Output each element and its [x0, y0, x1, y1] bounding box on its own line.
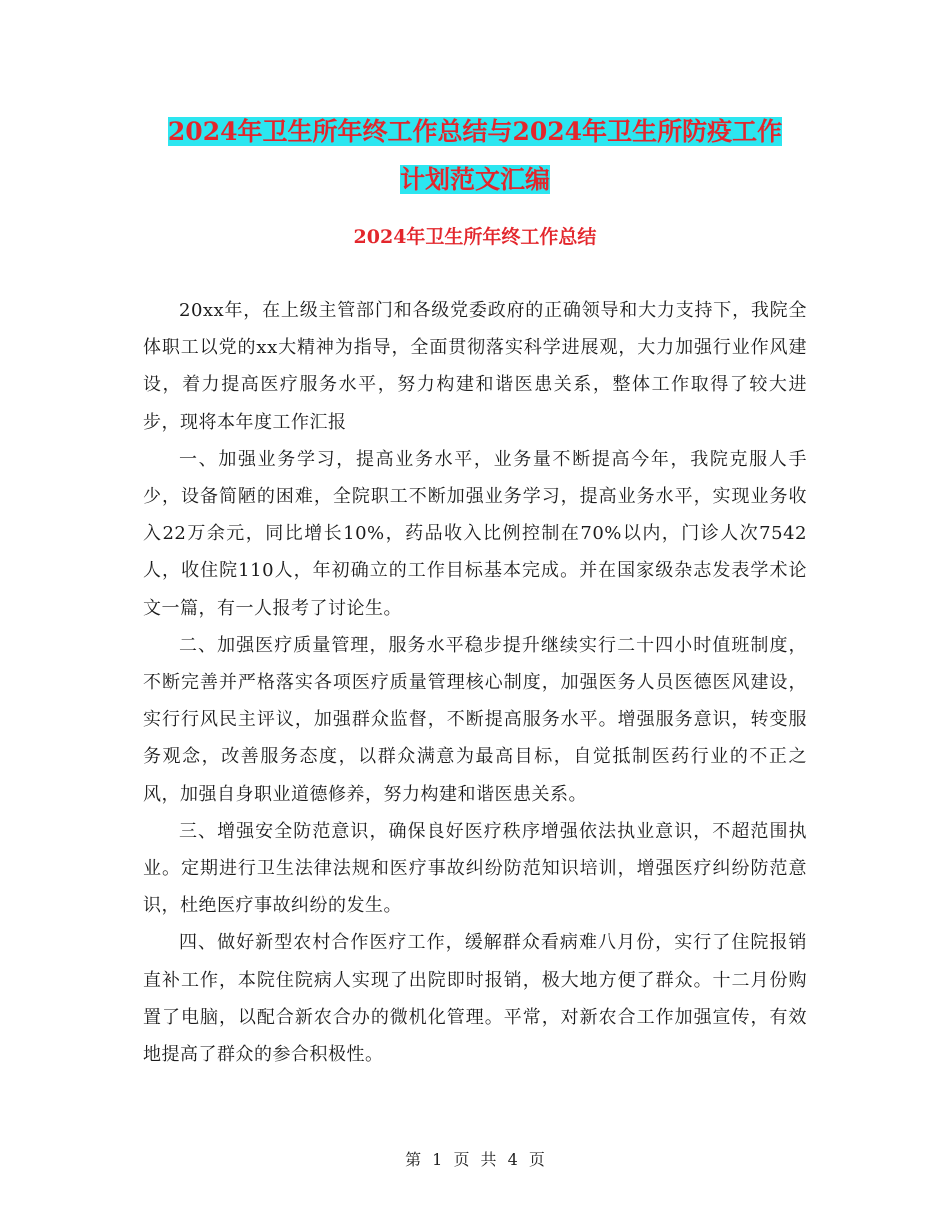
paragraph: 一、加强业务学习，提高业务水平，业务量不断提高今年，我院克服人手少，设备简陋的困难，全院职工不断加强业务学习，提高业务水平，实现业务收入22万余元，同比增长10%，药品收入比例控制在70%以内，门诊人次7542人，收住院110人，年初确立的工作目标基本完成。并在国家级杂志发表学术论文一篇，有一人报考了讨论生。 [143, 448, 807, 619]
document-title [130, 108, 820, 204]
paragraph: 四、做好新型农村合作医疗工作，缓解群众看病难八月份，实行了住院报销直补工作，本院住院病人实现了出院即时报销，极大地方便了群众。十二月份购置了电脑，以配合新农合办的微机化管理。平常，对新农合工作加强宣传，有效地提高了群众的参合积极性。 [143, 932, 807, 1066]
section-title: 2024年卫生所年终工作总结 [353, 226, 597, 248]
page-footer: 第 1 页 共 4 页 [405, 1150, 545, 1169]
document-body [143, 292, 807, 1073]
paragraph: 20xx年，在上级主管部门和各级党委政府的正确领导和大力支持下，我院全体职工以党的xx大精神为指导，全面贯彻落实科学进展观，大力加强行业作风建设，着力提高医疗服务水平，努力构建和谐医患关系，整体工作取得了较大进步，现将本年度工作汇报 [143, 300, 807, 433]
paragraph: 三、增强安全防范意识，确保良好医疗秩序增强依法执业意识，不超范围执业。定期进行卫生法律法规和医疗事故纠纷防范知识培训，增强医疗纠纷防范意识，杜绝医疗事故纠纷的发生。 [143, 820, 807, 917]
document-title-line-2: 计划范文汇编 [399, 165, 550, 194]
document-title-line-1: 2024年卫生所年终工作总结与2024年卫生所防疫工作 [167, 117, 783, 146]
paragraph: 二、加强医疗质量管理，服务水平稳步提升继续实行二十四小时值班制度，不断完善并严格落实各项医疗质量管理核心制度，加强医务人员医德医风建设，实行行风民主评议，加强群众监督，不断提高服务水平。增强服务意识，转变服务观念，改善服务态度，以群众满意为最高目标，自觉抵制医药行业的不正之风，加强自身职业道德修养，努力构建和谐医患关系。 [143, 634, 807, 805]
